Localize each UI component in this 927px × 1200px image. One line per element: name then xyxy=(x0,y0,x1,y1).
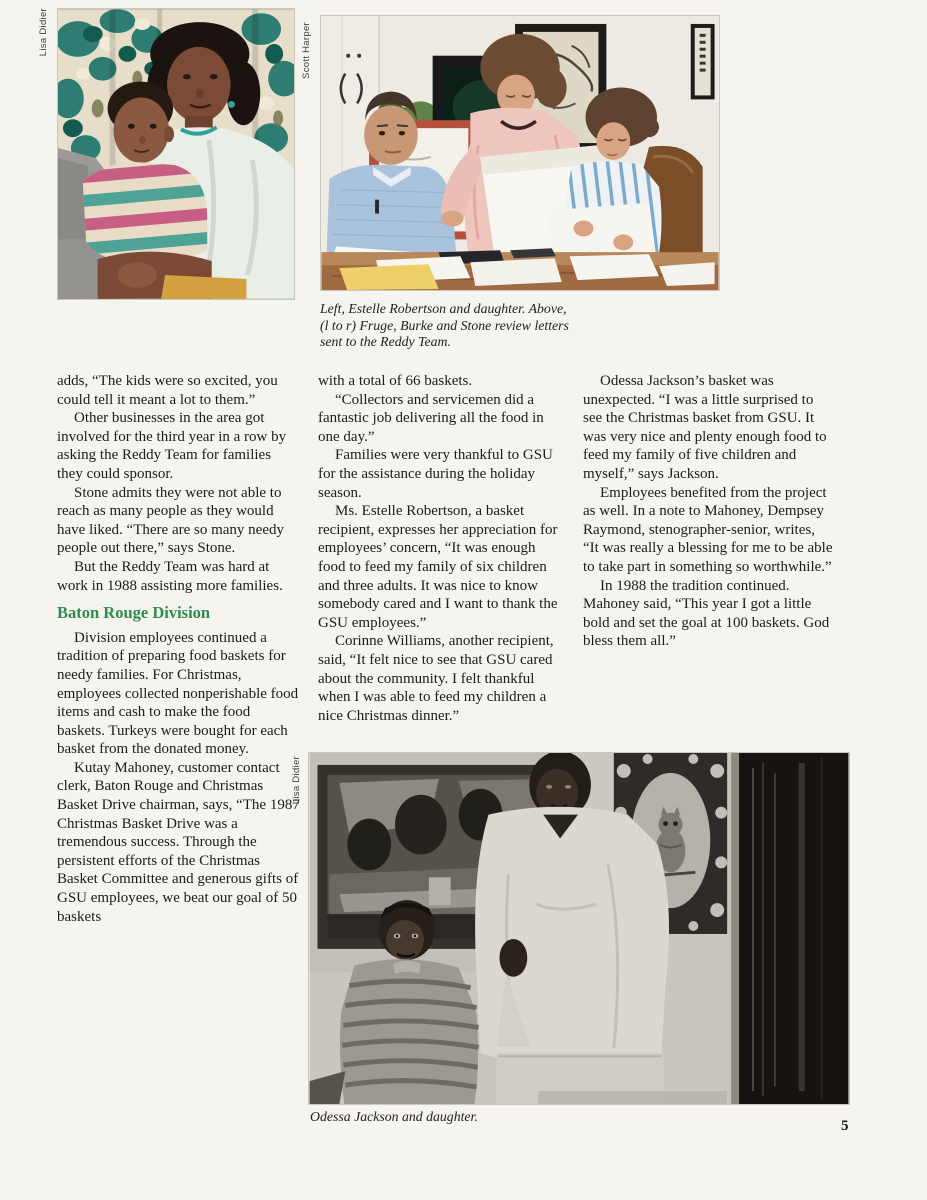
photo-office xyxy=(320,15,720,291)
floor-strip xyxy=(538,1091,727,1104)
paragraph: adds, “The kids were so excited, you could tell it meant a lot to them.” xyxy=(57,373,278,408)
jackson-photo-illustration xyxy=(308,752,850,1105)
yellow-folder xyxy=(339,264,438,290)
paragraph: Employees benefited from the project as well. In a note to Mahoney, Dempsey Raymond, stenographer-senior, writes, “It was really a blessing for me to be able to take part in something so worthwhile.” xyxy=(583,484,833,575)
section-heading-baton-rouge: Baton Rouge Division xyxy=(57,603,211,623)
article-column-2 xyxy=(318,372,563,725)
photo-family-color xyxy=(57,8,295,300)
photo-credit-bottom: Lisa Didier xyxy=(291,756,302,805)
office-photo-caption: Left, Estelle Robertson and daughter. Above, (l to r) Fruge, Burke and Stone review letters sent to the Reddy Team. xyxy=(320,301,569,349)
paragraph: with a total of 66 baskets. xyxy=(318,373,473,389)
article-column-1 xyxy=(57,372,300,926)
paragraph: Families were very thankful to GSU for the assistance during the holiday season. xyxy=(318,447,553,501)
paragraph: Stone admits they were not able to reach as many people as they would have liked. “There are so many needy people out there,” says Stone. xyxy=(57,484,284,557)
paragraph: Odessa Jackson’s basket was unexpected. “I was a little surprised to see the Christmas basket from GSU. It was very nice and plenty enough food to feed my family of five children and myself,” says Jackson. xyxy=(583,373,827,482)
family-photo-illustration xyxy=(57,8,295,300)
paragraph: Corinne Williams, another recipient, said, “It felt nice to see that GSU cared about the community. I felt thankful when I was able to feed my children a nice Christmas dinner.” xyxy=(318,633,554,724)
paragraph: Kutay Mahoney, customer contact clerk, Baton Rouge and Christmas Basket Drive chairman, says, “The 1987 Christmas Basket Drive was a tremendous success. Through the persistent efforts of the Christmas Basket Committee and generous gifts of GSU employees, we beat our goal of 50 baskets xyxy=(57,759,300,925)
photo-jackson xyxy=(308,752,850,1105)
paragraph: But the Reddy Team was hard at work in 1988 assisting more families. xyxy=(57,558,283,594)
jackson-photo-caption: Odessa Jackson and daughter. xyxy=(310,1109,478,1124)
narrow-frame xyxy=(691,24,715,99)
paragraph: Division employees continued a tradition of preparing food baskets for needy families. For Christmas, employees collected nonperishable food items and cash to make the food baskets. Turkeys were bought for each basket from the donated money. xyxy=(57,629,299,758)
paragraph: Ms. Estelle Robertson, a basket recipient, expresses her appreciation for employees’ concern, “It was enough food to feed my family of six children and three adults. It was nice to know somebody cared and I want to thank the GSU employees.” xyxy=(318,503,558,631)
desk xyxy=(321,248,718,290)
paragraph: “Collectors and servicemen did a fantastic job delivering all the food in one day.” xyxy=(318,391,544,445)
lap-fabric xyxy=(161,275,246,299)
photo-credit-top-left: Lisa Didier xyxy=(38,8,49,57)
page-number: 5 xyxy=(841,1118,849,1134)
paragraph: Other businesses in the area got involved for the third year in a row by asking the Reddy Team for families they could sponsor. xyxy=(57,410,287,482)
article-column-3 xyxy=(583,372,833,651)
photo-credit-top-right: Scott Harper xyxy=(301,22,312,79)
paragraph: In 1988 the tradition continued. Mahoney said, “This year I got a little bold and set the goal at 100 baskets. God bless them all.” xyxy=(583,577,830,650)
door xyxy=(731,753,848,1104)
office-photo-illustration xyxy=(320,15,720,291)
